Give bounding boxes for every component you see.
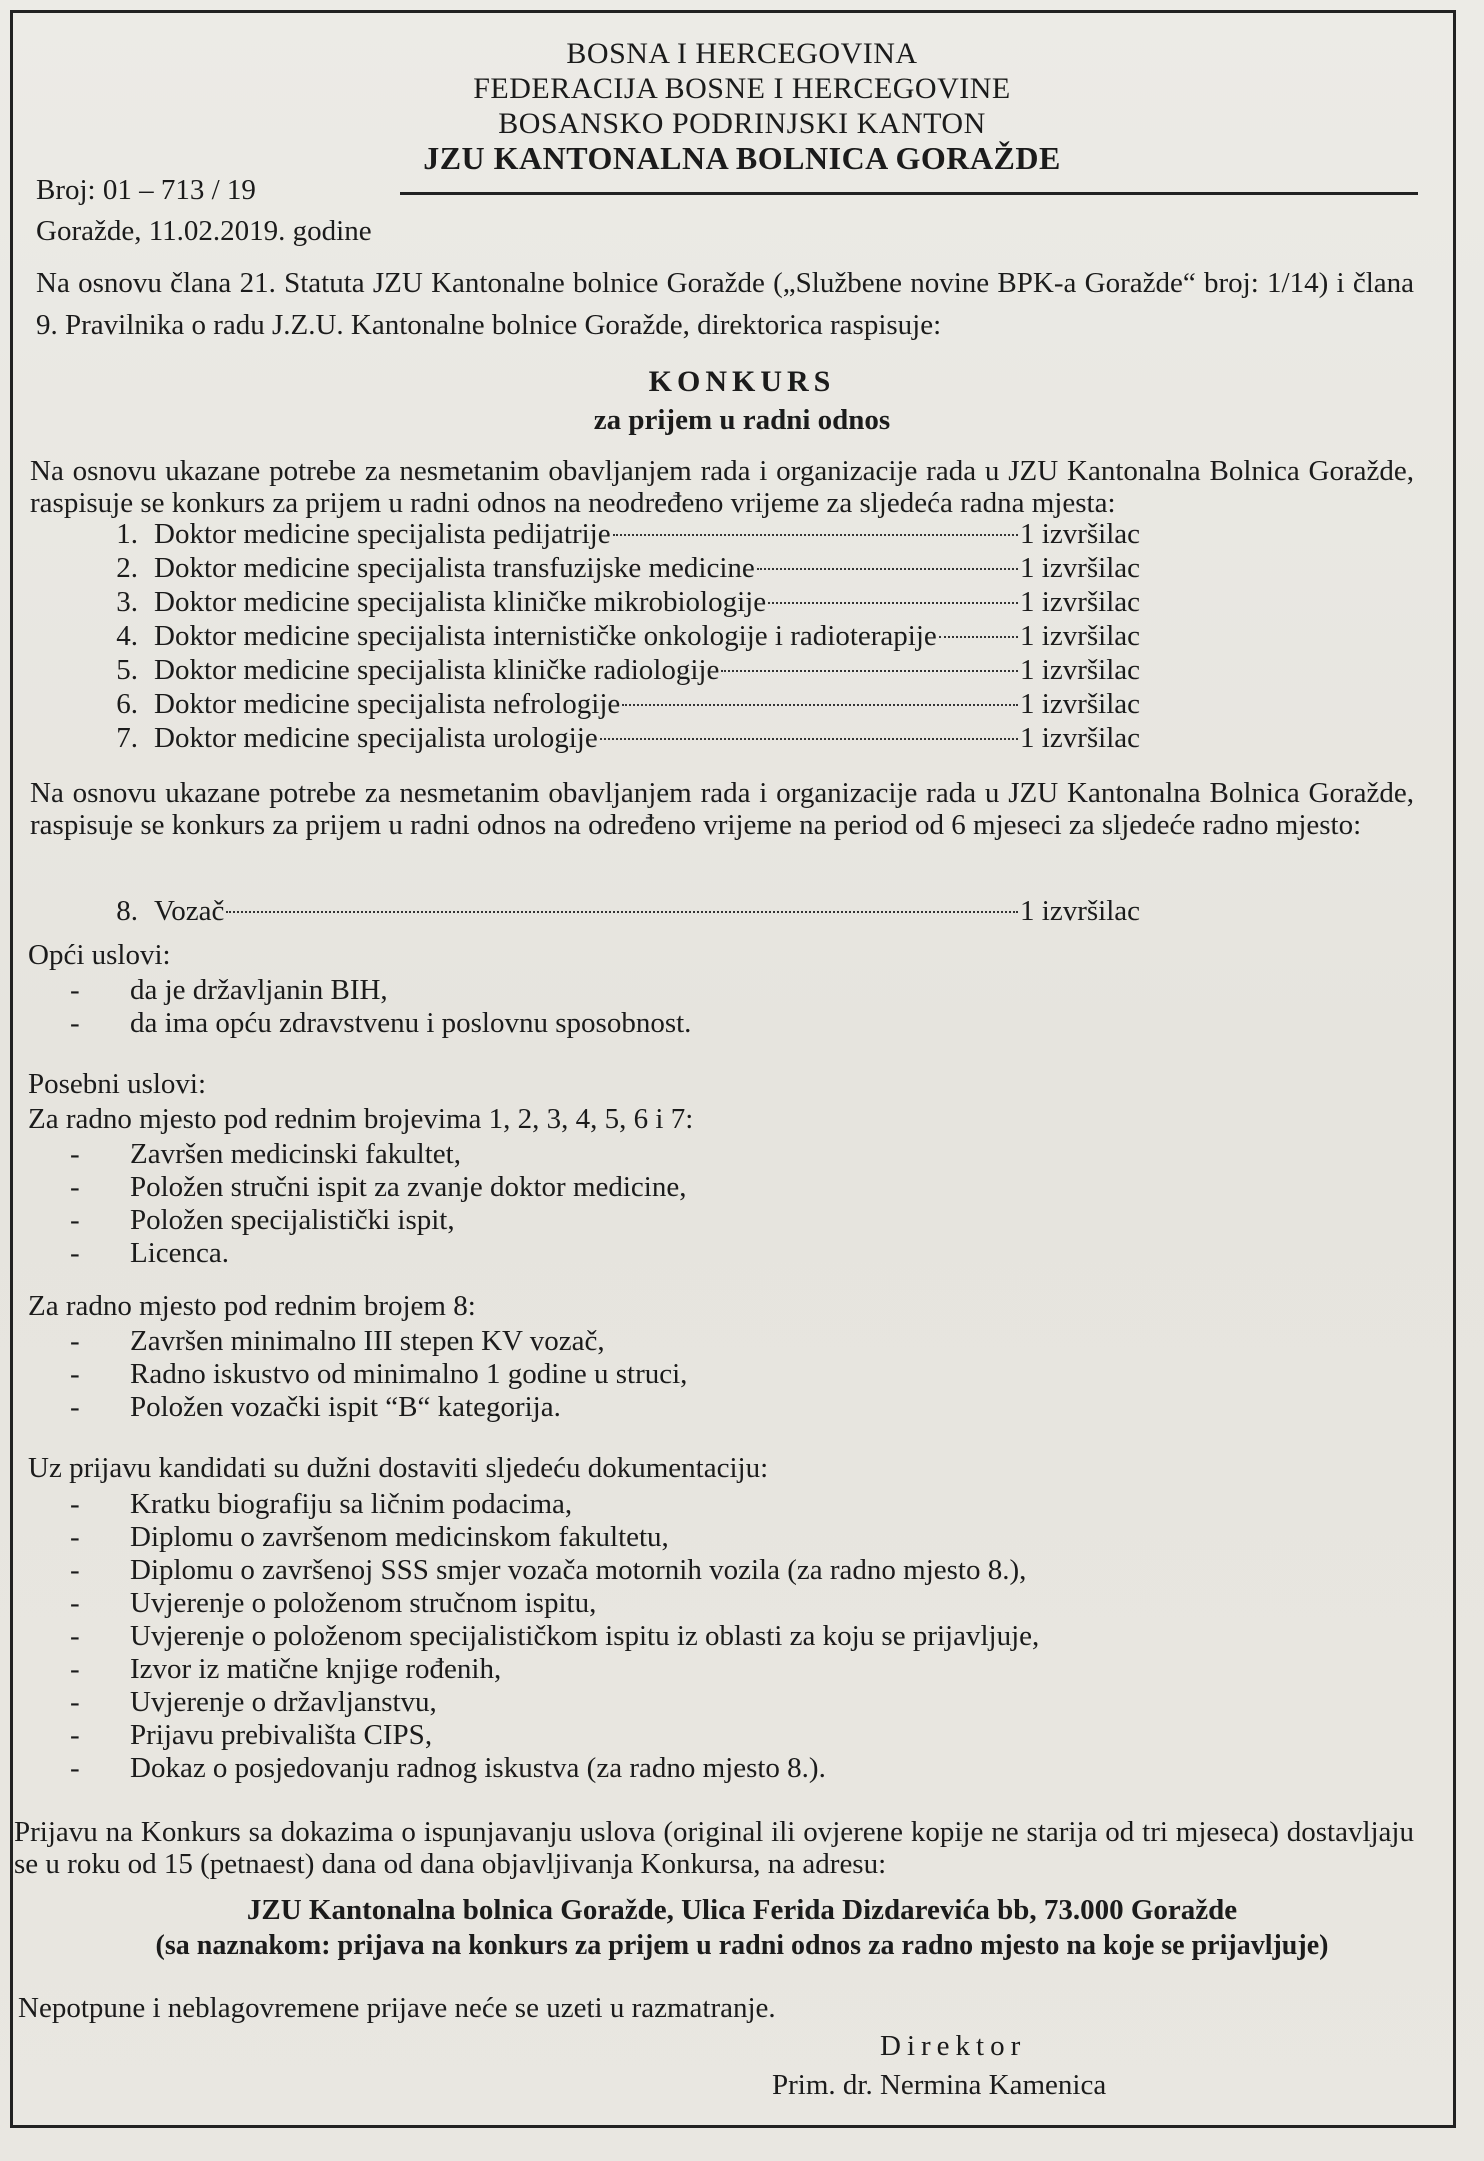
leader-dots bbox=[768, 602, 1018, 604]
header-federation: FEDERACIJA BOSNE I HERCEGOVINE bbox=[473, 72, 1011, 105]
list-item: - Izvor iz matične knjige rođenih, bbox=[70, 1653, 502, 1685]
job-number: 2. bbox=[116, 552, 138, 584]
permanent-positions-paragraph: Na osnovu ukazane potrebe za nesmetanim obavljanjem rada i organizacije rada u JZU Kantonalna Bolnica Goražde, raspisuje se konkurs za prijem u radni odnos na neodređeno vrijeme za sljedeća radna mjesta: bbox=[30, 455, 1414, 519]
job-count: 1 izvršilac bbox=[1020, 654, 1140, 686]
reference-date: Goražde, 11.02.2019. godine bbox=[36, 215, 372, 247]
list-item: - da je državljanin BIH, bbox=[70, 974, 388, 1006]
job-item bbox=[80, 518, 1140, 552]
job-title: Doktor medicine specijalista nefrologije bbox=[154, 688, 621, 720]
reference-number: Broj: 01 – 713 / 19 bbox=[36, 174, 256, 206]
list-item: - da ima opću zdravstvenu i poslovnu sposobnost. bbox=[70, 1007, 692, 1039]
job-item bbox=[80, 552, 1140, 586]
job-title: Doktor medicine specijalista pedijatrije bbox=[154, 518, 611, 550]
documents-heading: Uz prijavu kandidati su dužni dostaviti sljedeću dokumentaciju: bbox=[28, 1452, 769, 1484]
job-count: 1 izvršilac bbox=[1020, 518, 1140, 550]
job-count: 1 izvršilac bbox=[1020, 895, 1140, 927]
job-count: 1 izvršilac bbox=[1020, 552, 1140, 584]
job-number: 3. bbox=[116, 586, 138, 618]
leader-dots bbox=[721, 670, 1018, 672]
job-number: 1. bbox=[116, 518, 138, 550]
job-item bbox=[80, 895, 1140, 929]
document-header bbox=[0, 36, 1484, 176]
intro-paragraph: Na osnovu člana 21. Statuta JZU Kantonalne bolnice Goražde („Službene novine BPK-a Goražde“ broj: 1/14) i člana 9. Pravilnika o radu J.Z.U. Kantonalne bolnice Goražde, direktorica raspisuje: bbox=[36, 267, 1414, 341]
address-line: JZU Kantonalna bolnica Goražde, Ulica Ferida Dizdarevića bb, 73.000 Goražde bbox=[246, 1894, 1238, 1926]
job-title: Doktor medicine specijalista kliničke mikrobiologije bbox=[154, 586, 767, 618]
job-count: 1 izvršilac bbox=[1020, 620, 1140, 652]
list-item: - Dokaz o posjedovanju radnog iskustva (za radno mjesto 8.). bbox=[70, 1752, 826, 1784]
job-title: Doktor medicine specijalista internističke onkologije i radioterapije bbox=[154, 620, 937, 652]
documents-list bbox=[70, 1488, 1039, 1785]
job-item bbox=[80, 586, 1140, 620]
document-title: KONKURS bbox=[648, 365, 836, 398]
job-title: Vozač bbox=[154, 895, 225, 927]
leader-dots bbox=[613, 534, 1018, 536]
job-number: 8. bbox=[116, 895, 138, 927]
leader-dots bbox=[226, 911, 1018, 913]
job-list bbox=[80, 518, 1140, 756]
document-subtitle: za prijem u radni odnos bbox=[593, 404, 891, 436]
job-count: 1 izvršilac bbox=[1020, 688, 1140, 720]
address-note: (sa naznakom: prijava na konkurs za prijem u radni odnos za radno mjesto na koje se prijavljuje) bbox=[155, 1930, 1329, 1961]
temporary-position-paragraph: Na osnovu ukazane potrebe za nesmetanim obavljanjem rada i organizacije rada u JZU Kantonalna Bolnica Goražde, raspisuje se konkurs za prijem u radni odnos na određeno vrijeme na period od 6 mjeseci za sljedeće radno mjesto: bbox=[30, 777, 1414, 841]
job-list-temporary bbox=[80, 895, 1140, 929]
list-item: - Licenca. bbox=[70, 1237, 230, 1269]
signature-name: Prim. dr. Nermina Kamenica bbox=[772, 2069, 1107, 2101]
leader-dots bbox=[622, 704, 1018, 706]
job-count: 1 izvršilac bbox=[1020, 586, 1140, 618]
job-number: 7. bbox=[116, 722, 138, 754]
list-item: - Završen medicinski fakultet, bbox=[70, 1138, 461, 1170]
reference-block bbox=[36, 170, 372, 252]
submission-paragraph: Prijavu na Konkurs sa dokazima o ispunjavanju uslova (original ili ovjerene kopije ne starija od tri mjeseca) dostavljaju se u roku od 15 (petnaest) dana od dana objavljivanja Konkursa, na adresu: bbox=[14, 1816, 1414, 1880]
list-item: - Diplomu o završenoj SSS smjer vozača motornih vozila (za radno mjesto 8.), bbox=[70, 1554, 1027, 1586]
special-conditions-sub1: Za radno mjesto pod rednim brojevima 1, 2, 3, 4, 5, 6 i 7: bbox=[28, 1103, 694, 1135]
general-conditions-heading: Opći uslovi: bbox=[28, 939, 171, 971]
header-institution: JZU KANTONALNA BOLNICA GORAŽDE bbox=[423, 140, 1061, 176]
special-conditions-heading: Posebni uslovi: bbox=[28, 1068, 207, 1100]
job-title: Doktor medicine specijalista kliničke radiologije bbox=[154, 654, 720, 686]
job-number: 6. bbox=[116, 688, 138, 720]
leader-dots bbox=[600, 738, 1018, 740]
job-item bbox=[80, 620, 1140, 654]
special-conditions-list1 bbox=[70, 1138, 686, 1270]
list-item: - Prijavu prebivališta CIPS, bbox=[70, 1719, 433, 1751]
list-item: - Diplomu o završenom medicinskom fakultetu, bbox=[70, 1521, 669, 1553]
closing-note: Nepotpune i neblagovremene prijave neće se uzeti u razmatranje. bbox=[18, 1992, 776, 2024]
signature-title: Direktor bbox=[880, 2030, 1027, 2062]
job-title: Doktor medicine specijalista transfuzijske medicine bbox=[154, 552, 755, 584]
leader-dots bbox=[939, 636, 1018, 638]
list-item: - Uvjerenje o položenom stručnom ispitu, bbox=[70, 1587, 597, 1619]
job-item bbox=[80, 722, 1140, 756]
list-item: - Uvjerenje o državljanstvu, bbox=[70, 1686, 437, 1718]
job-item bbox=[80, 688, 1140, 722]
list-item: - Položen stručni ispit za zvanje doktor medicine, bbox=[70, 1171, 687, 1203]
list-item: - Uvjerenje o položenom specijalističkom ispitu iz oblasti za koju se prijavljuje, bbox=[70, 1620, 1040, 1652]
job-number: 4. bbox=[116, 620, 138, 652]
special-conditions-sub2: Za radno mjesto pod rednim brojem 8: bbox=[28, 1290, 476, 1322]
list-item: - Položen vozački ispit “B“ kategorija. bbox=[70, 1391, 561, 1423]
list-item: - Završen minimalno III stepen KV vozač, bbox=[70, 1325, 605, 1357]
job-title: Doktor medicine specijalista urologije bbox=[154, 722, 598, 754]
list-item: - Radno iskustvo od minimalno 1 godine u struci, bbox=[70, 1358, 688, 1390]
job-item bbox=[80, 654, 1140, 688]
job-count: 1 izvršilac bbox=[1020, 722, 1140, 754]
general-conditions-list bbox=[70, 974, 691, 1040]
special-conditions-list2 bbox=[70, 1325, 687, 1424]
header-canton: BOSANSKO PODRINJSKI KANTON bbox=[498, 107, 986, 140]
leader-dots bbox=[757, 568, 1018, 570]
job-number: 5. bbox=[116, 654, 138, 686]
list-item: - Položen specijalistički ispit, bbox=[70, 1204, 455, 1236]
header-country: BOSNA I HERCEGOVINA bbox=[566, 37, 918, 70]
list-item: - Kratku biografiju sa ličnim podacima, bbox=[70, 1488, 573, 1520]
header-divider bbox=[400, 192, 1418, 195]
